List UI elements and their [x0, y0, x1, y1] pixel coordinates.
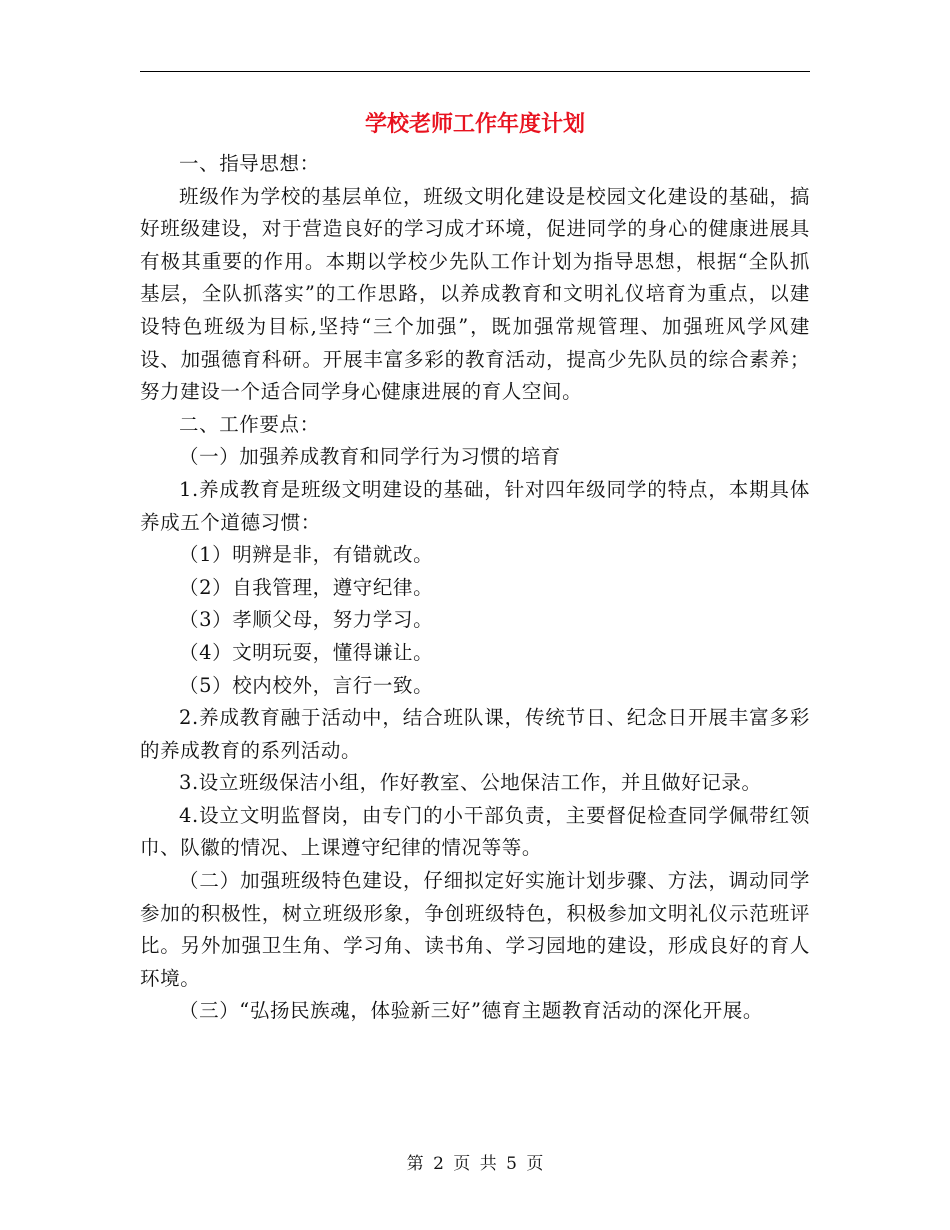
- paragraph-item-1: 1.养成教育是班级文明建设的基础，针对四年级同学的特点，本期具体养成五个道德习惯：: [140, 477, 810, 534]
- paragraph-item-3: 3.设立班级保洁小组，作好教室、公地保洁工作，并且做好记录。: [179, 771, 762, 795]
- list-item-habit-2: （2）自我管理，遵守纪律。: [179, 575, 434, 599]
- paragraph-item-4: 4.设立文明监督岗，由专门的小干部负责，主要督促检查同学佩带红领巾、队徽的情况、上课遵守纪律的情况等等。: [140, 803, 810, 860]
- header-rule: [140, 71, 810, 72]
- section-heading-work-points: 二、工作要点：: [179, 412, 320, 436]
- section-heading-guiding-ideology: 一、指导思想：: [179, 152, 320, 175]
- paragraph-item-2: 2.养成教育融于活动中，结合班队课，传统节日、纪念日开展丰富多彩的养成教育的系列活动。: [140, 706, 810, 762]
- subheading-habit-education: （一）加强养成教育和同学行为习惯的培育: [179, 445, 561, 469]
- paragraph-guiding-ideology: 班级作为学校的基层单位，班级文明化建设是校园文化建设的基础，搞好班级建设，对于营造良好的学习成才环境，促进同学的身心的健康进展具有极其重要的作用。本期以学校少先队工作计划为指导思想，根据“全队抓基层，全队抓落实”的工作思路，以养成教育和文明礼仪培育为重点，以建设特色班级为目标,坚持“三个加强”，既加强常规管理、加强班风学风建设、加强德育科研。开展丰富多彩的教育活动，提高少先队员的综合素养；努力建设一个适合同学身心健康进展的育人空间。: [140, 184, 810, 404]
- document-title: 学校老师工作年度计划: [364, 112, 585, 137]
- list-item-habit-4: （4）文明玩耍，懂得谦让。: [179, 640, 434, 664]
- paragraph-moral-theme: （三）“弘扬民族魂，体验新三好”德育主题教育活动的深化开展。: [179, 999, 763, 1023]
- document-body: [140, 148, 810, 1028]
- list-item-habit-3: （3）孝顺父母，努力学习。: [179, 608, 434, 632]
- list-item-habit-5: （5）校内校外，言行一致。: [179, 673, 434, 697]
- paragraph-class-features: （二）加强班级特色建设，仔细拟定好实施计划步骤、方法，调动同学参加的积极性，树立班级形象，争创班级特色，积极参加文明礼仪示范班评比。另外加强卫生角、学习角、读书角、学习园地的建设，形成良好的育人环境。: [140, 869, 810, 990]
- page-number-footer: 第 2 页 共 5 页: [406, 1154, 544, 1174]
- list-item-habit-1: （1）明辨是非，有错就改。: [179, 543, 434, 567]
